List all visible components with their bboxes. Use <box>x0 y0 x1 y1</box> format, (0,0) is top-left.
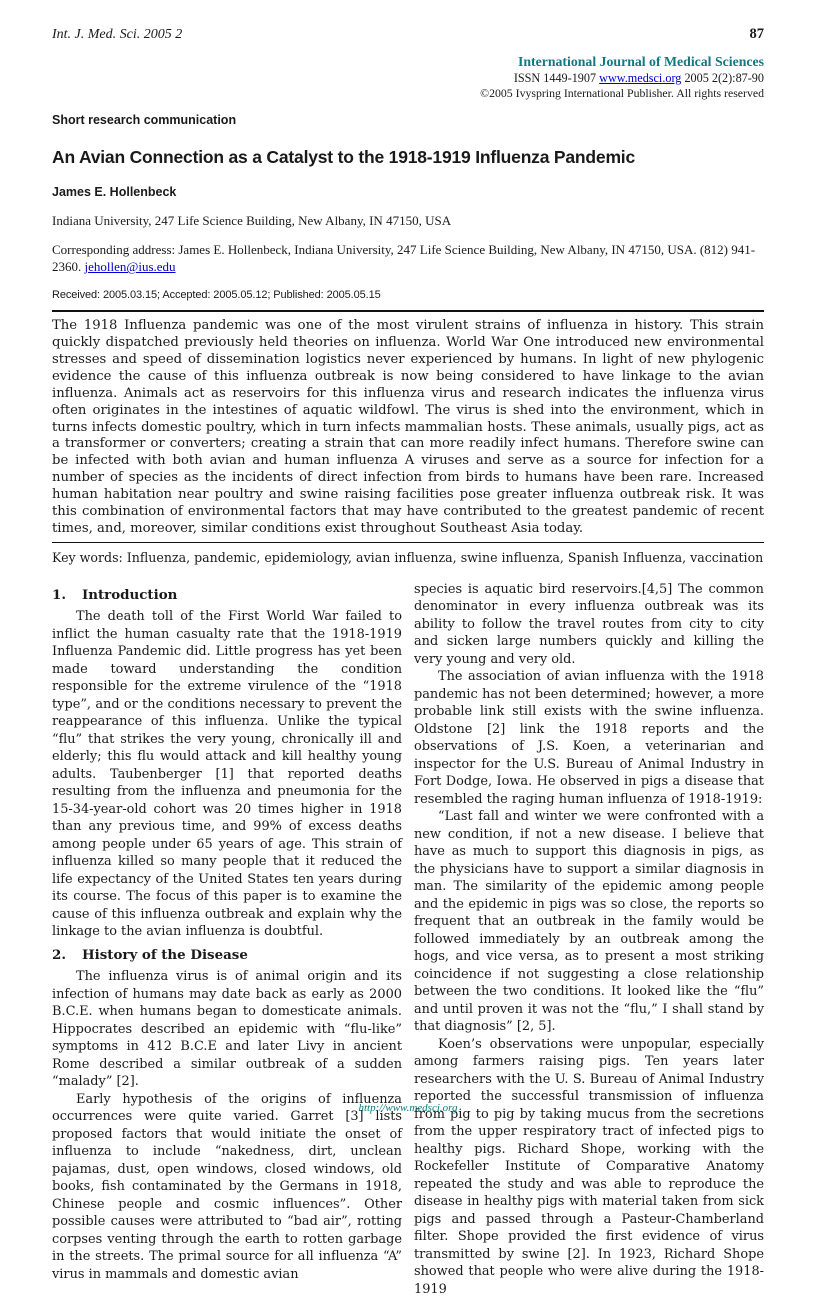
section-label: History of the Disease <box>82 946 248 963</box>
issn-line <box>52 71 764 87</box>
author-name: James E. Hollenbeck <box>52 185 177 200</box>
running-head-row <box>52 26 764 43</box>
corresponding-address <box>52 242 764 276</box>
paragraph-right-1: species is aquatic bird reservoirs.[4,5] The common denominator in every influenza outbreak was its ability to follow the travel routes from city to city and sicken large numbers quickly and killing the very young and very old. <box>414 581 764 667</box>
dates-line: Received: 2005.03.15; Accepted: 2005.05.12; Published: 2005.05.15 <box>52 289 381 302</box>
body-columns <box>52 581 764 1298</box>
article-title: An Avian Connection as a Catalyst to the 1918-1919 Influenza Pandemic <box>52 147 635 168</box>
paragraph-right-4: Koen’s observations were unpopular, especially among farmers raising pigs. Ten years later researchers with the U. S. Bureau of Animal Industry reported the successful transmission of influenza from pig to pig by taking mucus from the secretions from the upper respiratory tract of infected pigs to healthy pigs. Richard Shope, working with the Rockefeller Institute of Comparative Anatomy repeated the study and was able to reproduce the disease in healthy pigs with material taken from sick pigs and passed through a Pasteur-Chamberland filter. Shope provided the first evidence of virus transmitted by swine [2]. In 1923, Richard Shope showed that people who were alive during the 1918-1919 <box>414 1036 764 1297</box>
running-head: Int. J. Med. Sci. 2005 2 <box>52 27 183 42</box>
email-link[interactable]: jehollen@ius.edu <box>84 259 176 275</box>
paragraph-right-3: “Last fall and winter we were confronted with a new condition, if not a new disease. I believe that have as much to support this diagnosis in pigs, as the physicians have to support a similar diagnosis in man. The similarity of the epidemic among people and the epidemic in pigs was so close, the reports so frequent that an outbreak in the family would be followed immediately by an outbreak among the hogs, and vice versa, as to present a most striking coincidence if not suggesting a close relationship between the two conditions. It looked like the “flu” and until proven it was not the “flu,” I shall stand by that diagnosis” [2, 5]. <box>414 809 764 1035</box>
paragraph-history-2: Early hypothesis of the origins of influenza occurrences were quite varied. Garret [3] lists proposed factors that would initiate the onset of influenza to include “nakedness, dirt, unclean pajamas, dust, open windows, closed windows, old books, fish contaminated by the Germans in 1918, Chinese people and cosmic influences”. Other possible causes were attributed to “bad air”, rotting corpses venting through the earth to rotten garbage in the streets. The primal source for all influenza “A” virus in mammals and domestic avian <box>52 1091 402 1282</box>
paragraph-history-1: The influenza virus is of animal origin and its infection of humans may date back as early as 2000 B.C.E. when humans began to domesticate animals. Hippocrates described an epidemic with “flu-like” symptoms in 412 B.C.E and later Livy in ancient Rome described a similar outbreak of a sudden “malady” [2]. <box>52 969 402 1090</box>
abstract-text: The 1918 Influenza pandemic was one of the most virulent strains of influenza in history. This strain quickly dispatched previously held theories on influenza. World War One introduced new environmental stresses and speed of dissemination logistics never experienced by humans. In light of new phylogenic evidence the cause of this influenza outbreak is now being considered to have linkage to the avian influenza. Animals act as reservoirs for this influenza virus and research indicates the influenza virus often originates in the intestines of aquatic wildfowl. The virus is shed into the environment, which in turns infects domestic poultry, which in turn infects mammalian hosts. These animals, usually pigs, act as a transformer or converters; creating a strain that can more readily infect humans. Therefore swine can be infected with both avian and human influenza A viruses and serve as a source for infection for a number of species as the incidents of direct infection from birds to humans have been rare. Increased human habitation near poultry and swine raising facilities pose greater influenza outbreak risk. It was this combination of environmental factors that may have contributed to the greatest pandemic of recent times, and, moreover, similar conditions exist throughout Southeast Asia today. <box>52 318 764 537</box>
keywords-line: Key words: Influenza, pandemic, epidemiology, avian influenza, swine influenza, Spanish Influenza, vaccination <box>52 549 764 565</box>
section-heading-introduction <box>52 587 402 605</box>
page-number: 87 <box>749 26 764 42</box>
section-number: 1. <box>52 586 66 603</box>
paragraph-introduction: The death toll of the First World War failed to inflict the human casualty rate that the 1918-1919 Influenza Pandemic did. Little progress has yet been made toward understanding the condition responsible for the extreme virulence of the “1918 type”, and or the conditions necessary to prevent the reappearance of this influenza. Unlike the typical “flu” that strikes the very young, chronically ill and elderly; this flu would attack and kill healthy young adults. Taubenberger [1] that reported deaths resulting from the influenza and pneumonia for the 15-34-year-old cohort was 20 times higher in 1918 than any previous time, and 99% of excess deaths among people under 65 years of age. This strain of influenza killed so many people that it reduced the life expectancy of the United States ten years during its course. The focus of this paper is to examine the cause of this influenza outbreak and explain why the linkage to the avian influenza is doubtful. <box>52 609 402 940</box>
article-type-label: Short research communication <box>52 113 237 128</box>
copyright-line: ©2005 Ivyspring International Publisher. All rights reserved <box>480 86 764 101</box>
affiliation: Indiana University, 247 Life Science Building, New Albany, IN 47150, USA <box>52 213 452 229</box>
issue-info: 2005 2(2):87-90 <box>681 70 764 85</box>
section-label: Introduction <box>82 586 178 603</box>
section-heading-history <box>52 947 402 965</box>
issn-prefix: ISSN 1449-1907 <box>513 70 600 85</box>
divider-top <box>52 310 764 312</box>
corresponding-text: Corresponding address: James E. Hollenbeck, Indiana University, 247 Life Science Building, New Albany, IN 47150, USA. (812) 941-2360. <box>52 242 756 275</box>
divider-keywords <box>52 542 764 543</box>
footer-url-link[interactable]: http://www.medsci.org <box>358 1102 458 1114</box>
paragraph-right-2: The association of avian influenza with the 1918 pandemic has not been determined; however, a more probable link still exists with the swine influenza. Oldstone [2] link the 1918 reports and the observations of J.S. Koen, a veterinarian and inspector for the U.S. Bureau of Animal Industry in Fort Dodge, Iowa. He observed in pigs a disease that resembled the raging human influenza of 1918-1919: <box>414 669 764 807</box>
medsci-org-link[interactable]: www.medsci.org <box>599 70 682 85</box>
left-column <box>52 581 402 1298</box>
right-column <box>414 581 764 1298</box>
journal-name: International Journal of Medical Sciences <box>517 54 764 69</box>
journal-info-block <box>52 53 764 101</box>
footer-journal-url <box>0 1102 816 1114</box>
section-number: 2. <box>52 946 66 963</box>
